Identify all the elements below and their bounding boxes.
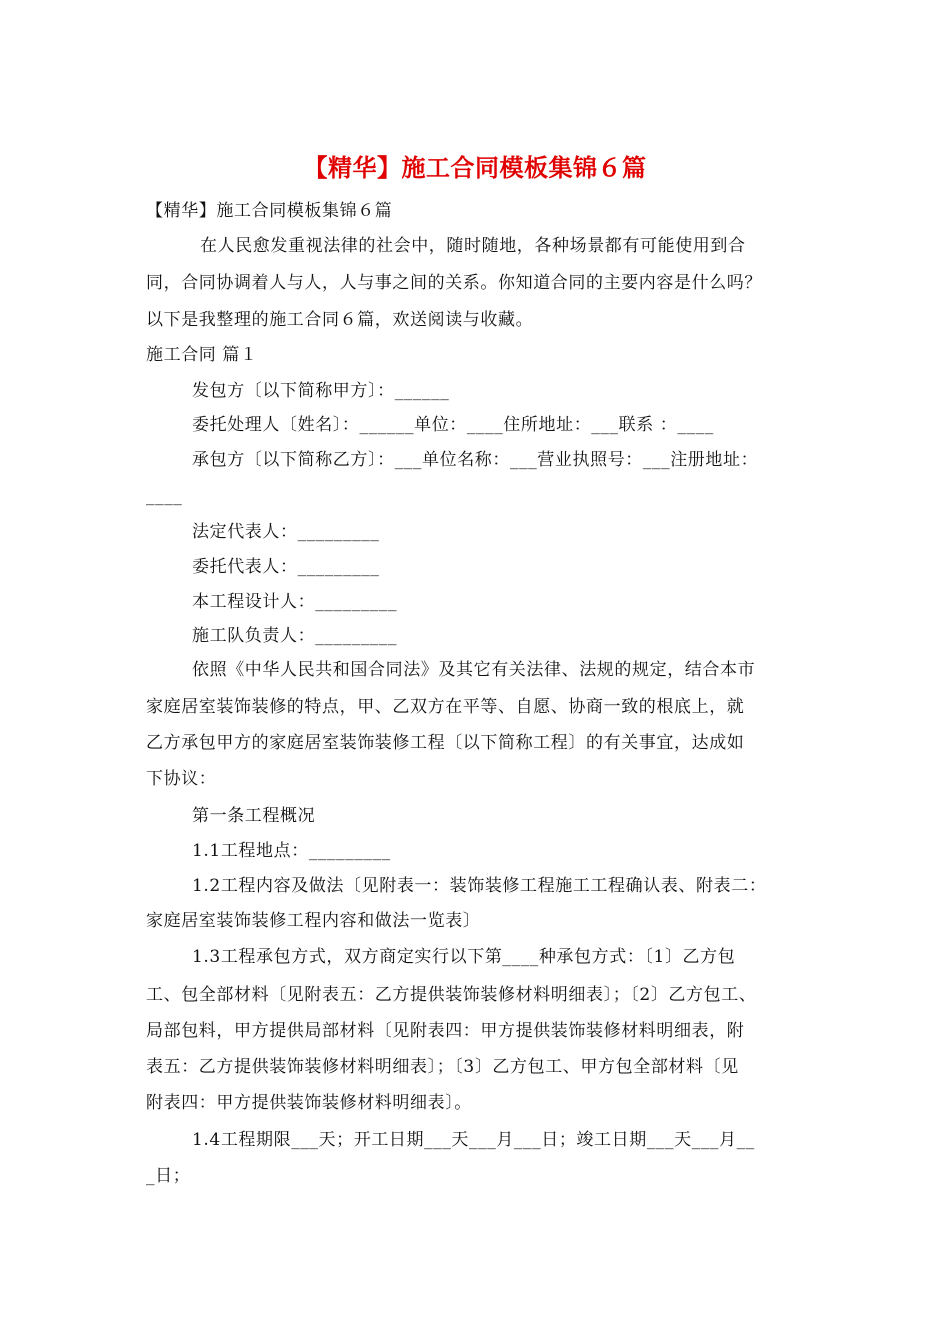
clause-line: _日； [146, 1166, 191, 1186]
clause-line: 家庭居室装饰装修工程内容和做法一览表〕 [146, 911, 481, 931]
party-line: 法定代表人：_________ [192, 522, 380, 542]
subtitle-line: 【精华】施工合同模板集锦６篇 [146, 201, 393, 221]
clause-line: 表五：乙方提供装饰装修材料明细表〕；〔3〕乙方包工、甲方包全部材料〔见 [146, 1057, 739, 1077]
clause-line: 工、包全部材料〔见附表五：乙方提供装饰装修材料明细表〕；〔2〕乙方包工、 [146, 985, 757, 1005]
article-heading: 第一条工程概况 [192, 806, 316, 826]
paragraph-line: 家庭居室装饰装修的特点，甲、乙双方在平等、自愿、协商一致的根底上，就 [146, 697, 745, 717]
section-heading: 施工合同 篇１ [146, 345, 258, 365]
paragraph-line: 依照《中华人民共和国合同法》及其它有关法律、法规的规定，结合本市 [192, 660, 756, 680]
clause-line: 1.2工程内容及做法〔见附表一：装饰装修工程施工工程确认表、附表二： [192, 876, 767, 896]
clause-line: 1.4工程期限___天；开工日期___天___月___日；竣工日期___天___月__ [192, 1130, 755, 1150]
clause-line: 1.3工程承包方式，双方商定实行以下第____种承包方式：〔1〕乙方包 [192, 947, 736, 967]
paragraph-line: 在人民愈发重视法律的社会中，随时随地，各种场景都有可能使用到合 [200, 236, 746, 256]
paragraph-line: 以下是我整理的施工合同６篇，欢送阅读与收藏。 [146, 310, 534, 330]
document-title: 【精华】施工合同模板集锦６篇 [303, 153, 647, 182]
party-line: 委托处理人〔姓名〕：______单位：____住所地址：___联系 ：____ [192, 415, 714, 435]
party-line: 发包方〔以下简称甲方〕：______ [192, 381, 450, 401]
party-line: 承包方〔以下简称乙方〕：___单位名称：___营业执照号：___注册地址： [192, 450, 759, 470]
party-line: ____ [146, 486, 183, 506]
paragraph-line: 下协议： [146, 769, 217, 789]
clause-line: 附表四：甲方提供装饰装修材料明细表〕。 [146, 1093, 472, 1113]
party-line: 委托代表人：_________ [192, 557, 380, 577]
clause-line: 局部包料，甲方提供局部材料〔见附表四：甲方提供装饰装修材料明细表，附 [146, 1021, 745, 1041]
paragraph-line: 乙方承包甲方的家庭居室装饰装修工程〔以下简称工程〕的有关事宜，达成如 [146, 733, 745, 753]
clause-line: 1.1工程地点：_________ [192, 841, 391, 861]
paragraph-line: 同，合同协调着人与人，人与事之间的关系。你知道合同的主要内容是什么吗？ [146, 273, 762, 293]
party-line: 本工程设计人：_________ [192, 592, 398, 612]
party-line: 施工队负责人：_________ [192, 626, 398, 646]
